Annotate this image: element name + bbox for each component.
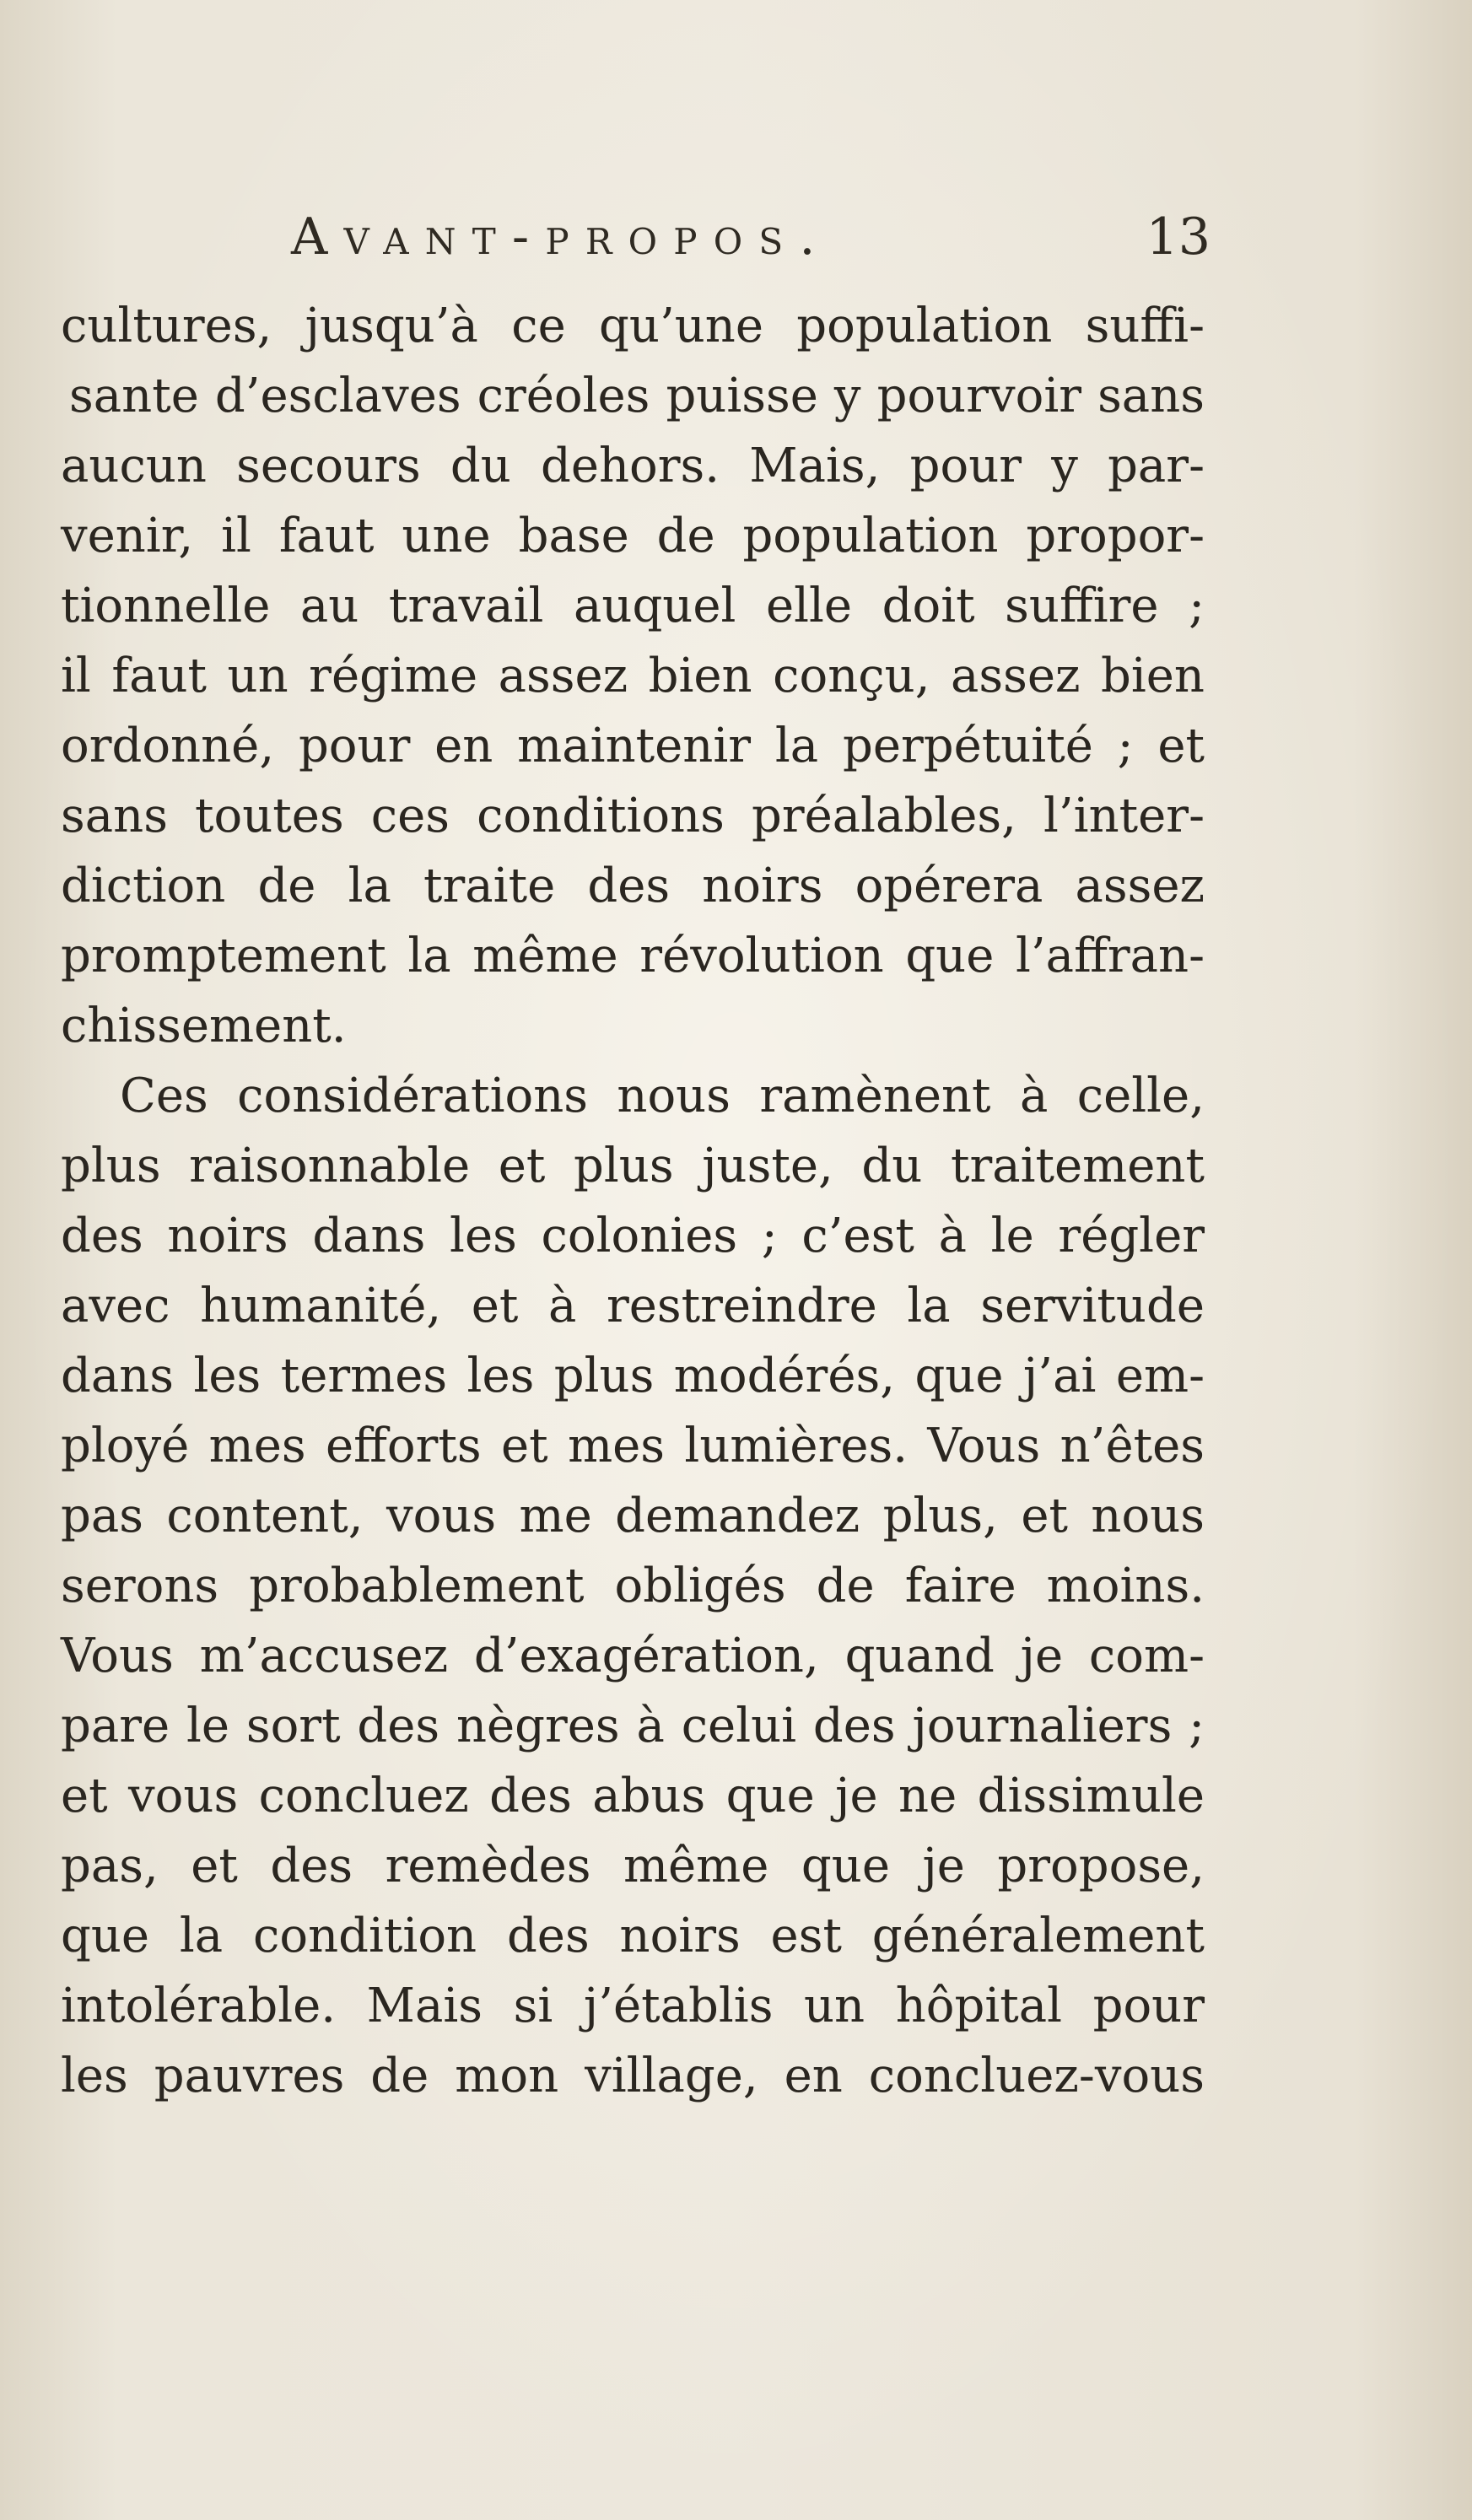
- text-line: serons probablement obligés de faire moins.: [61, 1559, 1205, 1613]
- text-line: promptement la même révolution que l’affran-: [61, 929, 1205, 983]
- text-line: pas content, vous me demandez plus, et nous: [61, 1489, 1205, 1543]
- text-line: sante d’esclaves créoles puisse y pourvoir sans: [69, 369, 1205, 423]
- text-line: diction de la traite des noirs opérera assez: [61, 859, 1205, 913]
- text-line: avec humanité, et à restreindre la servitude: [61, 1279, 1205, 1333]
- text-line: cultures, jusqu’à ce qu’une population suffi-: [61, 299, 1205, 353]
- text-line: pare le sort des nègres à celui des journaliers ;: [61, 1699, 1205, 1753]
- text-line: plus raisonnable et plus juste, du traitement: [61, 1139, 1205, 1193]
- text-line: ordonné, pour en maintenir la perpétuité ; et: [61, 719, 1205, 773]
- text-line: pas, et des remèdes même que je propose,: [61, 1839, 1205, 1893]
- text-line: intolérable. Mais si j’établis un hôpital pour: [61, 1979, 1205, 2033]
- text-line: sans toutes ces conditions préalables, l’inter-: [61, 789, 1205, 843]
- text-line: et vous concluez des abus que je ne dissimule: [61, 1769, 1205, 1823]
- text-line: Vous m’accusez d’exagération, quand je com-: [61, 1629, 1205, 1683]
- text-line: il faut un régime assez bien conçu, assez bien: [61, 649, 1205, 703]
- page-header: [291, 199, 1210, 275]
- page-number: 13: [1146, 207, 1210, 267]
- text-line: venir, il faut une base de population propor-: [61, 509, 1205, 563]
- text-line: ployé mes efforts et mes lumières. Vous n’êtes: [61, 1419, 1205, 1473]
- text-line: que la condition des noirs est généralement: [61, 1909, 1205, 1963]
- body-text: [61, 291, 1205, 2111]
- text-line: aucun secours du dehors. Mais, pour y par-: [61, 439, 1205, 493]
- text-line: dans les termes les plus modérés, que j’ai em-: [61, 1349, 1205, 1403]
- text-line: Ces considérations nous ramènent à celle,: [120, 1069, 1205, 1123]
- text-line: des noirs dans les colonies ; c’est à le régler: [61, 1209, 1205, 1263]
- text-line: tionnelle au travail auquel elle doit suffire ;: [61, 579, 1205, 633]
- text-line: les pauvres de mon village, en concluez-vous: [61, 2049, 1205, 2103]
- text-line: chissement.: [61, 999, 347, 1053]
- running-title: Avant-propos.: [291, 207, 832, 267]
